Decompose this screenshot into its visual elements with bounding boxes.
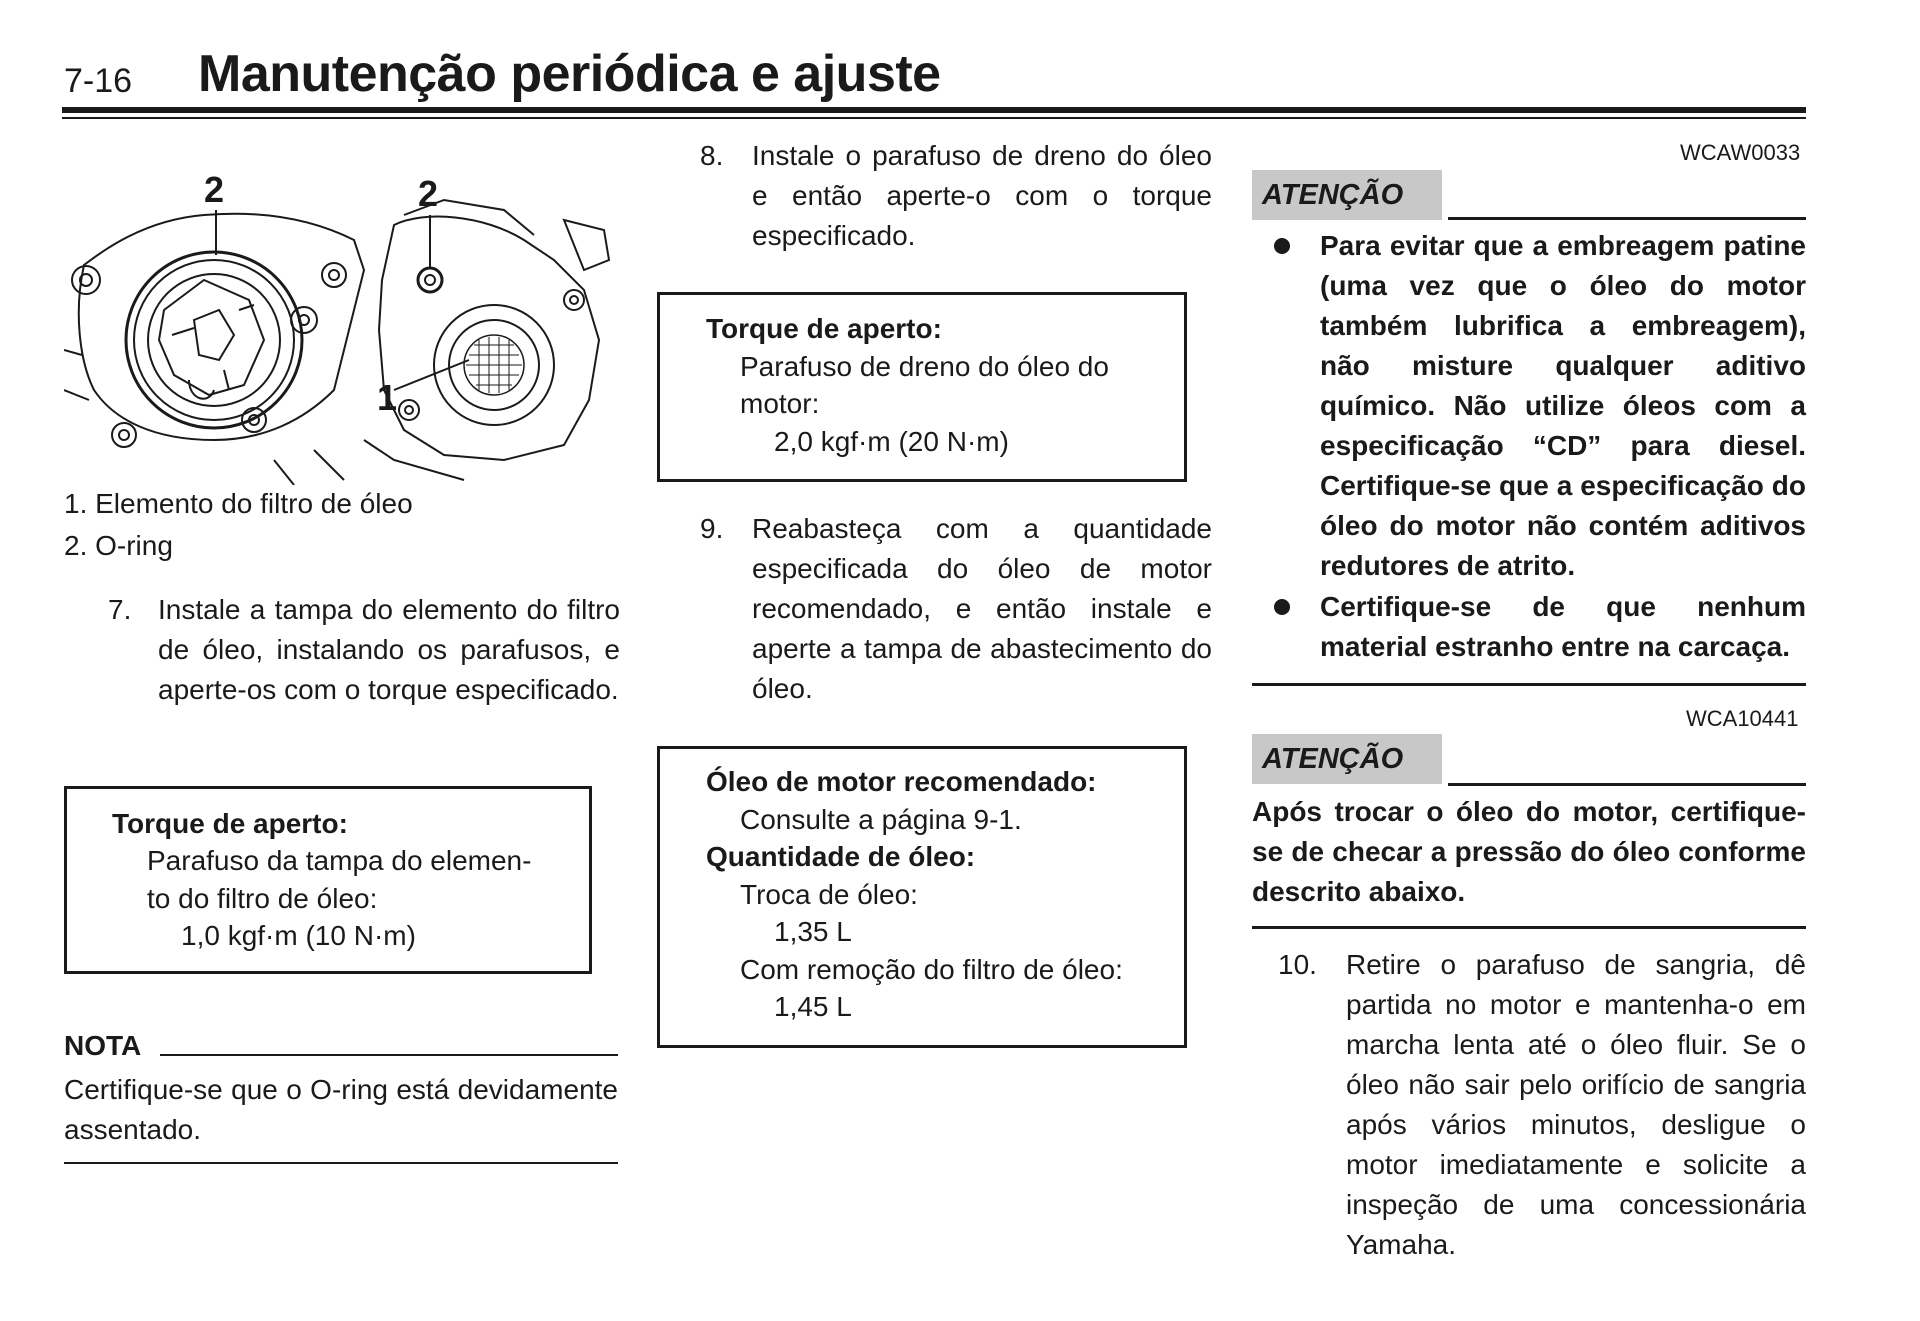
oil-quantity-heading: Quantidade de óleo: xyxy=(706,841,976,872)
oil-filter-label: Com remoção do filtro de óleo: xyxy=(740,954,1123,985)
oil-reference: Consulte a página 9-1. xyxy=(740,804,1022,835)
bullet-icon xyxy=(1274,238,1290,254)
note-rule xyxy=(160,1054,618,1056)
caution-label-2: ATENÇÃO xyxy=(1252,734,1442,784)
caution-1-bullet-2: Certifique-se de que nenhum material estranho entre na carcaça. xyxy=(1320,591,1806,662)
step-8-number: 8. xyxy=(700,140,724,171)
torque-line-1: Parafuso da tampa do elemen- xyxy=(147,845,532,876)
oil-change-value: 1,35 L xyxy=(774,916,852,947)
torque-line-2: motor: xyxy=(740,388,820,419)
page-title: Manutenção periódica e ajuste xyxy=(198,45,941,103)
torque-line-2: to do filtro de óleo: xyxy=(147,883,378,914)
caution-bottom-rule-2 xyxy=(1252,926,1806,929)
step-10-number: 10. xyxy=(1278,949,1317,980)
oil-change-label: Troca de óleo: xyxy=(740,879,918,910)
caution-rule-1 xyxy=(1448,217,1806,220)
note-heading: NOTA xyxy=(64,1030,142,1061)
torque-box-drain xyxy=(657,292,1187,482)
torque-heading: Torque de aperto: xyxy=(112,808,348,839)
bullet-icon xyxy=(1274,599,1290,615)
callout-2-right: 2 xyxy=(418,173,439,214)
caution-code-2: WCA10441 xyxy=(1686,706,1799,731)
step-8-text: Instale o parafuso de dreno do óleo e então aperte-o com o torque especificado. xyxy=(752,140,1212,251)
callout-1: 1 xyxy=(377,377,398,418)
figure-caption-2: 2. O-ring xyxy=(64,530,173,561)
callout-2-left: 2 xyxy=(204,169,225,210)
torque-value: 2,0 kgf·m (20 N·m) xyxy=(774,426,1009,457)
page-number: 7-16 xyxy=(64,62,133,100)
oil-heading: Óleo de motor recomendado: xyxy=(706,766,1097,797)
caution-1-bullet-1: Para evitar que a embreagem patine (uma vez que o óleo do motor também lubrifica a embreagem), não misture qualquer aditivo químico. Não utilize óleos com a especificação “CD” para diesel. Certifique-se que a especificação do óleo do motor não contém aditivos redutores de atrito. xyxy=(1320,230,1806,581)
torque-line-1: Parafuso de dreno do óleo do xyxy=(740,351,1109,382)
step-9-text: Reabasteça com a quantidade especificada do óleo de motor recomendado, e então instale e aperte a tampa de abastecimento do óleo. xyxy=(752,513,1212,704)
caution-label-1: ATENÇÃO xyxy=(1252,170,1442,220)
caution-rule-2 xyxy=(1448,783,1806,786)
step-9-number: 9. xyxy=(700,513,724,544)
torque-heading: Torque de aperto: xyxy=(706,313,942,344)
torque-value: 1,0 kgf·m (10 N·m) xyxy=(181,920,416,951)
torque-box-cover xyxy=(64,786,592,974)
note-text: Certifique-se que o O-ring está devidamente assentado. xyxy=(64,1074,618,1145)
caution-code-1: WCAW0033 xyxy=(1680,140,1801,165)
oil-filter-illustration xyxy=(64,160,624,485)
oil-filter-value: 1,45 L xyxy=(774,991,852,1022)
header-rule xyxy=(62,107,1806,113)
step-7-number: 7. xyxy=(108,594,132,625)
oil-spec-box xyxy=(657,746,1187,1048)
header-rule-thin xyxy=(62,117,1806,119)
step-10-text: Retire o parafuso de sangria, dê partida no motor e mantenha-o em marcha lenta até o óleo fluir. Se o óleo não sair pelo orifício de sangria após vários minutos, desligue o motor imediatamente e solicite a inspeção de uma concessionária Yamaha. xyxy=(1346,949,1806,1260)
figure-caption-1: 1. Elemento do filtro de óleo xyxy=(64,488,413,519)
caution-2-text: Após trocar o óleo do motor, certifique-se de checar a pressão do óleo conforme descrito abaixo. xyxy=(1252,796,1806,907)
caution-bottom-rule-1 xyxy=(1252,683,1806,686)
step-7-text: Instale a tampa do elemento do filtro de óleo, instalando os parafusos, e aperte-os com o torque especificado. xyxy=(158,594,620,705)
note-bottom-rule xyxy=(64,1162,618,1164)
